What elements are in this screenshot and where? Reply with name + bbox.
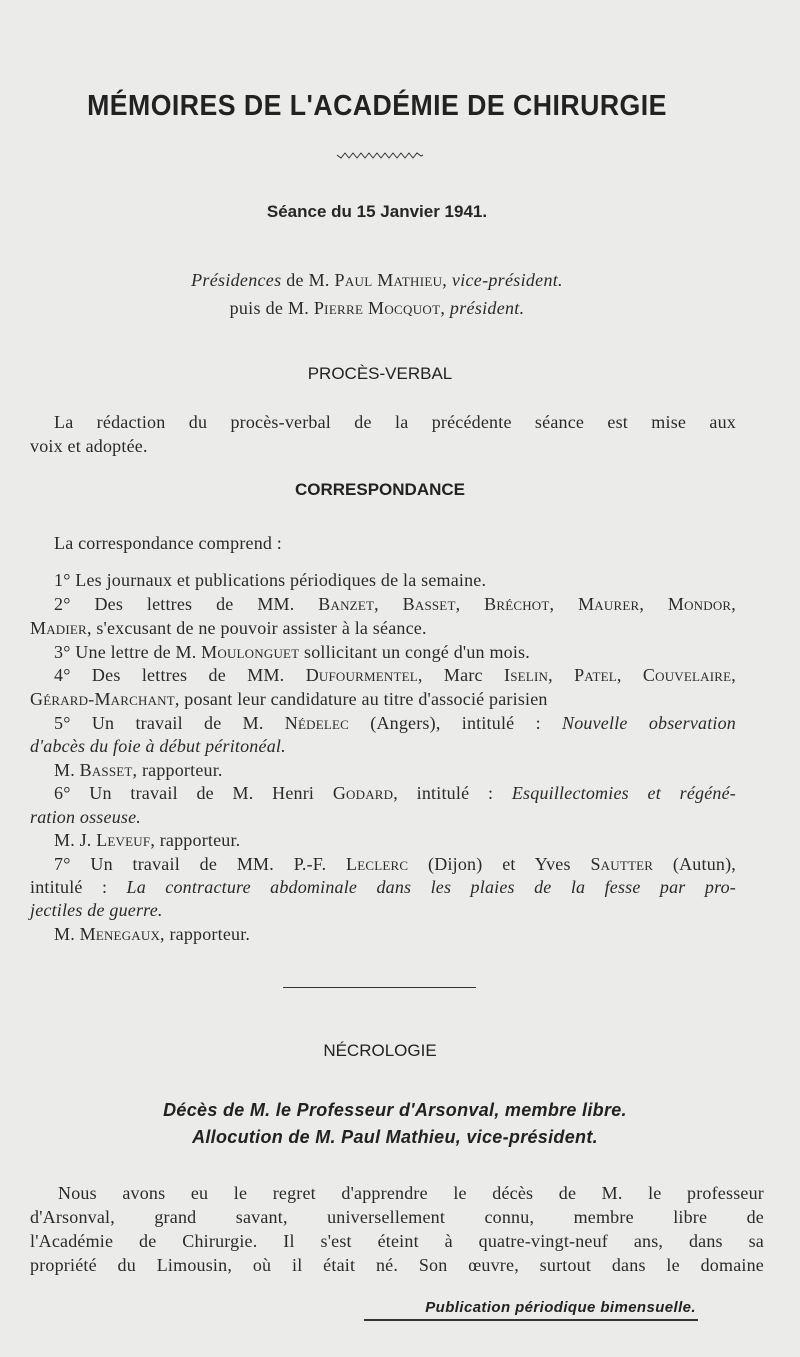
list-item-continued bbox=[30, 877, 736, 898]
text: (Angers), intitulé : bbox=[349, 713, 563, 733]
text: (Dijon) et Yves bbox=[408, 854, 591, 874]
text: 5° Un travail de M. bbox=[54, 713, 285, 733]
rapporteur-line bbox=[54, 830, 240, 851]
person-name: Moulonguet bbox=[201, 642, 300, 662]
paragraph-line: d'Arsonval, grand savant, universellement connu, membre libre de bbox=[30, 1207, 764, 1227]
person-name: Leveuf bbox=[96, 830, 151, 850]
person-name: Paul Mathieu bbox=[334, 270, 443, 290]
text: , bbox=[442, 270, 452, 290]
paragraph-line: voix et adoptée. bbox=[30, 436, 148, 456]
text: 7° Un travail de MM. P.-F. bbox=[54, 854, 347, 874]
list-item bbox=[54, 854, 736, 875]
text: M. bbox=[54, 760, 80, 780]
person-name: Gérard-Marchant bbox=[30, 689, 175, 709]
text: , Marc bbox=[417, 665, 505, 685]
work-title: Nouvelle observation bbox=[562, 713, 737, 733]
list-item bbox=[54, 665, 736, 686]
paragraph-line: propriété du Limousin, où il était né. Son œuvre, surtout dans le domaine bbox=[30, 1255, 764, 1275]
list-item-continued: d'abcès du foie à début péritonéal. bbox=[30, 736, 286, 756]
list-item-continued: ration osseuse. bbox=[30, 807, 141, 827]
text: (Autun), bbox=[653, 854, 736, 874]
list-item bbox=[54, 783, 736, 804]
list-item-continued bbox=[30, 618, 427, 639]
text: , rapporteur. bbox=[160, 924, 251, 944]
text: intitulé : bbox=[30, 877, 127, 897]
person-names: Banzet, Basset, Bréchot, Maurer, Mondor, bbox=[318, 594, 737, 614]
text: 4° Des lettres de MM. bbox=[54, 665, 306, 685]
text: puis de M. bbox=[229, 298, 314, 318]
rapporteur-line bbox=[54, 924, 250, 945]
list-item bbox=[54, 713, 736, 734]
paragraph-line: l'Académie de Chirurgie. Il s'est éteint à quatre-vingt-neuf ans, dans sa bbox=[30, 1231, 764, 1251]
text: , bbox=[440, 298, 450, 318]
person-name: Madier bbox=[30, 618, 87, 638]
section-heading-correspondance: CORRESPONDANCE bbox=[294, 480, 466, 499]
person-name: Menegaux bbox=[79, 924, 161, 944]
presidency-line-2 bbox=[0, 298, 754, 319]
obituary-title-line-2: Allocution de M. Paul Mathieu, vice-président. bbox=[192, 1127, 598, 1147]
text: président. bbox=[449, 298, 525, 318]
publication-note: Publication périodique bimensuelle. bbox=[425, 1299, 696, 1316]
text: M. J. bbox=[54, 830, 97, 850]
person-name: Leclerc bbox=[346, 854, 409, 874]
person-name: Sautter bbox=[590, 854, 654, 874]
list-item-continued: jectiles de guerre. bbox=[30, 900, 163, 920]
person-name: Pierre Mocquot bbox=[313, 298, 441, 318]
text: de M. bbox=[281, 270, 335, 290]
text: 6° Un travail de M. Henri bbox=[54, 783, 333, 803]
work-title: Esquillectomies et régéné- bbox=[511, 783, 736, 803]
text: M. bbox=[54, 924, 80, 944]
list-item bbox=[54, 642, 530, 663]
text: Présidences bbox=[191, 270, 282, 290]
section-divider bbox=[283, 987, 476, 988]
person-names: Iselin, Patel, Couvelaire, bbox=[504, 665, 736, 685]
person-name: Godard bbox=[332, 783, 394, 803]
presidency-line-1 bbox=[0, 270, 754, 291]
footer-underline bbox=[364, 1319, 698, 1321]
list-item: 1° Les journaux et publications périodiques de la semaine. bbox=[54, 570, 487, 590]
text: , rapporteur. bbox=[132, 760, 223, 780]
text: vice-président. bbox=[451, 270, 563, 290]
person-name: Nédelec bbox=[284, 713, 350, 733]
text: , s'excusant de ne pouvoir assister à la séance. bbox=[86, 618, 427, 638]
text: sollicitant un congé d'un mois. bbox=[299, 642, 530, 662]
section-heading-proces-verbal: PROCÈS-VERBAL bbox=[307, 364, 453, 383]
session-date: Séance du 15 Janvier 1941. bbox=[266, 202, 488, 221]
journal-title: MÉMOIRES DE L'ACADÉMIE DE CHIRURGIE bbox=[87, 90, 667, 122]
work-title: La contracture abdominale dans les plaies de la fesse par pro- bbox=[126, 877, 736, 897]
ornament-divider bbox=[335, 150, 425, 160]
paragraph-line: La rédaction du procès-verbal de la précédente séance est mise aux bbox=[54, 412, 736, 432]
person-name: Dufourmentel bbox=[305, 665, 418, 685]
person-name: Basset bbox=[79, 760, 133, 780]
list-item bbox=[54, 594, 736, 615]
rapporteur-line bbox=[54, 760, 223, 781]
text: , posant leur candidature au titre d'associé parisien bbox=[174, 689, 548, 709]
text: , rapporteur. bbox=[150, 830, 241, 850]
paragraph-line: Nous avons eu le regret d'apprendre le décès de M. le professeur bbox=[58, 1183, 764, 1203]
section-heading-necrologie: NÉCROLOGIE bbox=[323, 1041, 437, 1060]
text: 2° Des lettres de MM. bbox=[54, 594, 319, 614]
text: , intitulé : bbox=[393, 783, 512, 803]
list-item-continued bbox=[30, 689, 548, 710]
text: 3° Une lettre de M. bbox=[54, 642, 202, 662]
obituary-title-line-1: Décès de M. le Professeur d'Arsonval, membre libre. bbox=[163, 1100, 627, 1120]
paragraph-line: La correspondance comprend : bbox=[54, 533, 282, 553]
